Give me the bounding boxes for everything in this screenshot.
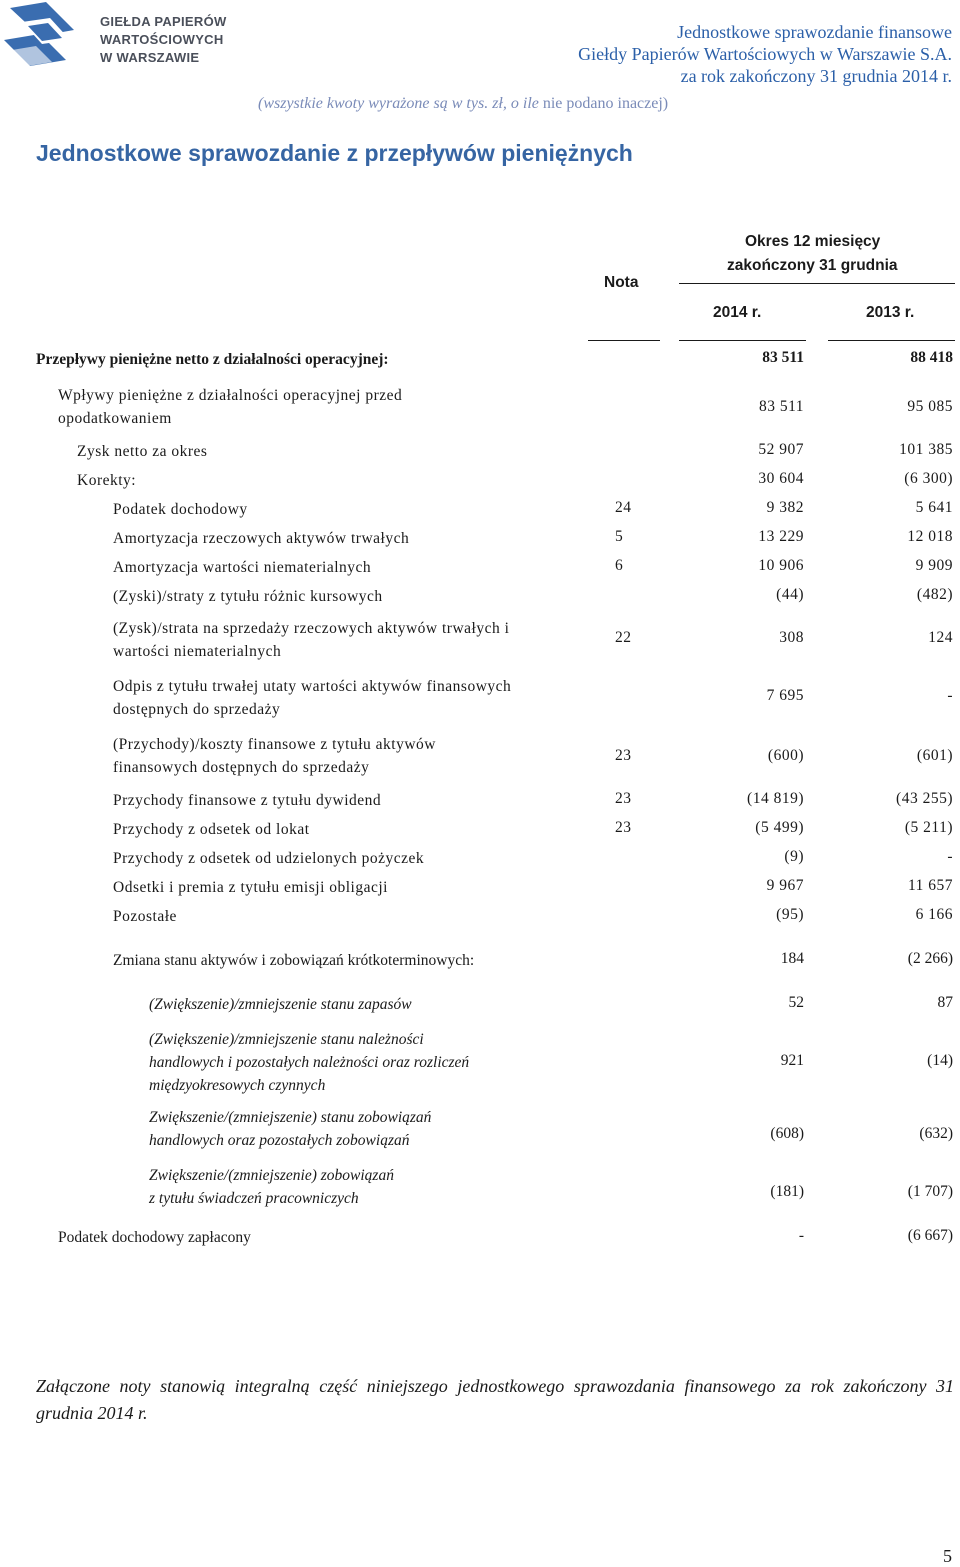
nota-ref: 24	[615, 499, 632, 516]
value-2013: 95 085	[907, 398, 953, 415]
value-2014: 7 695	[766, 687, 804, 704]
value-2014: 13 229	[758, 528, 804, 545]
value-2014: 10 906	[758, 557, 804, 574]
logo-text-line-3: W WARSZAWIE	[100, 50, 200, 65]
nota-ref: 23	[615, 819, 632, 836]
value-2014: (5 499)	[755, 819, 804, 836]
page-title: Jednostkowe sprawozdanie z przepływów pieniężnych	[36, 140, 633, 166]
value-2014: (95)	[776, 906, 804, 923]
amounts-note	[258, 95, 668, 113]
value-2013: 6 166	[915, 906, 953, 923]
doc-title-line-2: Giełdy Papierów Wartościowych w Warszawie S.A.	[578, 44, 952, 64]
column-year-2013: 2013 r.	[866, 304, 915, 321]
row-label: Zwiększenie/(zmniejszenie) zobowiązań	[149, 1167, 394, 1184]
column-year-2014: 2014 r.	[713, 304, 762, 321]
footer-note: Załączone noty stanowią integralną część niniejszego jednostkowego sprawozdania finansowego za rok zakończony 31 grudnia 2014 r.	[36, 1376, 954, 1423]
column-nota: Nota	[604, 274, 639, 291]
row-label: Amortyzacja wartości niematerialnych	[113, 559, 372, 576]
value-2014: (181)	[770, 1183, 804, 1200]
value-2014: 308	[779, 629, 804, 646]
row-label-line3: międzyokresowych czynnych	[149, 1077, 326, 1094]
nota-ref: 23	[615, 747, 632, 764]
row-label-line2: finansowych dostępnych do sprzedaży	[113, 759, 370, 776]
row-label: (Przychody)/koszty finansowe z tytułu aktywów	[113, 736, 436, 753]
value-2013: 12 018	[907, 528, 953, 545]
row-label: Podatek dochodowy	[113, 501, 248, 518]
row-label-line2: handlowych i pozostałych należności oraz rozliczeń	[149, 1054, 470, 1071]
value-2014: (14 819)	[747, 790, 804, 807]
doc-title-line-1: Jednostkowe sprawozdanie finansowe	[677, 22, 952, 42]
value-2014: (9)	[784, 848, 804, 865]
year-2014-rule	[679, 340, 806, 341]
row-label: Podatek dochodowy zapłacony	[58, 1229, 251, 1246]
value-2014: 9 967	[766, 877, 804, 894]
value-2013: (632)	[919, 1125, 953, 1142]
amounts-note-plain: nie podano inaczej)	[538, 95, 669, 112]
value-2013: (14)	[927, 1052, 953, 1069]
nota-ref: 22	[615, 629, 632, 646]
value-2013: 11 657	[907, 877, 953, 894]
value-2014: -	[798, 1227, 804, 1244]
row-label: Zwiększenie/(zmniejszenie) stanu zobowiązań	[149, 1109, 432, 1126]
value-2013: -	[947, 848, 953, 865]
value-2013: (482)	[916, 586, 953, 603]
row-label: Zmiana stanu aktywów i zobowiązań krótkoterminowych:	[113, 952, 475, 969]
column-period-line1: Okres 12 miesięcy	[745, 233, 881, 250]
value-2014: 9 382	[766, 499, 804, 516]
row-label: Przepływy pieniężne netto z działalności operacyjnej:	[36, 351, 389, 368]
value-2013: (6 667)	[907, 1227, 953, 1244]
value-2013: (601)	[916, 747, 953, 764]
value-2014: (44)	[776, 586, 804, 603]
value-2013: (1 707)	[907, 1183, 953, 1200]
row-label: (Zwiększenie)/zmniejszenie stanu zapasów	[149, 996, 412, 1013]
value-2013: -	[947, 687, 953, 704]
value-2014: 184	[780, 950, 804, 967]
doc-title-line-3: za rok zakończony 31 grudnia 2014 r.	[680, 66, 952, 86]
value-2014: 83 511	[758, 398, 804, 415]
gpw-logo	[0, 0, 84, 78]
row-label: Odpis z tytułu trwałej utaty wartości aktywów finansowych	[113, 678, 512, 695]
value-2013: (43 255)	[896, 790, 953, 807]
row-label: Zysk netto za okres	[77, 443, 208, 460]
value-2013: 101 385	[899, 441, 953, 458]
row-label: Wpływy pieniężne z działalności operacyjnej przed	[58, 387, 403, 404]
row-label: Pozostałe	[113, 908, 177, 925]
logo-text-line-1: GIEŁDA PAPIERÓW	[100, 14, 227, 29]
value-2013: 87	[937, 994, 953, 1011]
row-label-line2: z tytułu świadczeń pracowniczych	[149, 1190, 359, 1207]
row-label: Odsetki i premia z tytułu emisji obligacji	[113, 879, 388, 896]
value-2014: 921	[780, 1052, 804, 1069]
row-label-line2: opodatkowaniem	[58, 410, 172, 427]
row-label-line2: wartości niematerialnych	[113, 643, 282, 660]
page-number: 5	[943, 1546, 952, 1566]
value-2013: 124	[928, 629, 953, 646]
value-2013: (6 300)	[904, 470, 953, 487]
logo-text-line-2: WARTOŚCIOWYCH	[100, 32, 224, 47]
row-label-line2: dostępnych do sprzedaży	[113, 701, 281, 718]
value-2013: 5 641	[915, 499, 953, 516]
row-label-line2: handlowych oraz pozostałych zobowiązań	[149, 1132, 410, 1149]
row-label: Przychody z odsetek od lokat	[113, 821, 310, 838]
amounts-note-italic: (wszystkie kwoty wyrażone są w tys. zł, o ile	[258, 95, 539, 112]
row-label: (Zwiększenie)/zmniejszenie stanu należności	[149, 1031, 424, 1048]
value-2013: 88 418	[910, 349, 953, 366]
row-label: (Zyski)/straty z tytułu różnic kursowych	[113, 588, 383, 605]
row-label: Korekty:	[77, 472, 137, 489]
nota-ref: 5	[615, 528, 624, 545]
row-label: (Zysk)/strata na sprzedaży rzeczowych aktywów trwałych i	[113, 620, 510, 637]
period-underline	[679, 283, 955, 284]
value-2014: 83 511	[762, 349, 804, 366]
nota-ref: 6	[615, 557, 624, 574]
value-2014: 30 604	[758, 470, 804, 487]
value-2013: (2 266)	[907, 950, 953, 967]
nota-rule	[588, 340, 660, 341]
row-label: Przychody z odsetek od udzielonych pożyczek	[113, 850, 425, 867]
value-2013: 9 909	[915, 557, 953, 574]
row-label: Amortyzacja rzeczowych aktywów trwałych	[113, 530, 410, 547]
nota-ref: 23	[615, 790, 632, 807]
row-label: Przychody finansowe z tytułu dywidend	[113, 792, 382, 809]
year-2013-rule	[828, 340, 955, 341]
value-2014: 52 907	[758, 441, 804, 458]
value-2014: (608)	[770, 1125, 804, 1142]
value-2014: 52	[788, 994, 804, 1011]
column-period-line2: zakończony 31 grudnia	[727, 257, 898, 274]
value-2014: (600)	[767, 747, 804, 764]
value-2013: (5 211)	[904, 819, 953, 836]
